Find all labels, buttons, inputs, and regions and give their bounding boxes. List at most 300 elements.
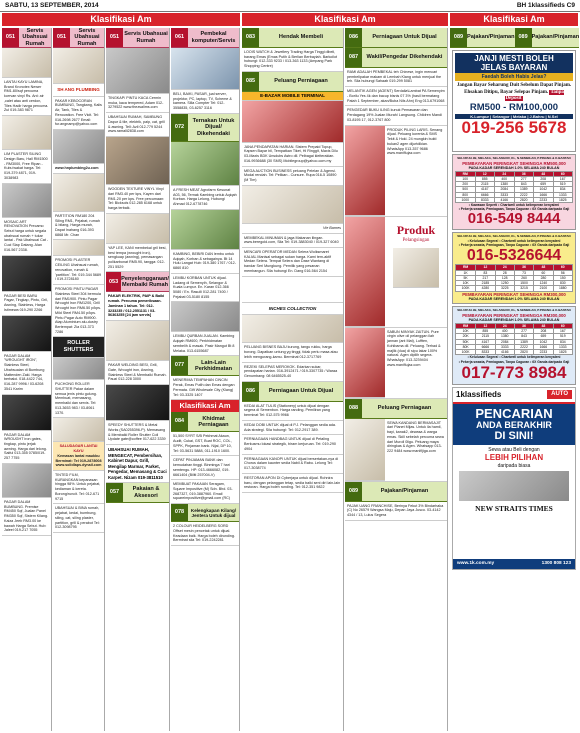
auto-url[interactable]: www.1k.com.my: [457, 560, 495, 566]
auto-tagline: [453, 445, 575, 472]
table-cell: 277: [514, 329, 533, 334]
category-name: Pakaian & Aksesori: [132, 486, 160, 499]
table-row: [456, 350, 573, 355]
table-cell: 2820: [514, 197, 534, 202]
table-cell: 4166: [495, 350, 514, 355]
table-cell: 150: [553, 275, 572, 280]
table-cell: 1825: [553, 197, 573, 202]
loan-table-subtitle: PADA KADAR SERENDAH 1.0% SELAMA 240 BULAN: [468, 166, 560, 171]
loan-table-note-2: • Pekerja swasta, Pemiagaan, Tanpa Caguran • 6X Ganda daripada Gaji: [458, 243, 570, 248]
auto-headline: [453, 404, 575, 445]
auto-footer: [453, 559, 575, 569]
roller-banner: ROLLER SHUTTERS: [53, 337, 104, 358]
category-name: Lain-Lain Perkhidmatan: [195, 359, 232, 372]
classified-ad: KEDAI DOBI UNTUK dijual di P.J. Pelanggan sedia ada. Ada strategi. Sila hubungi: Tel: 012-2917 389.: [242, 421, 343, 435]
classified-ad: A FRESH MEAT Agrofarm Kesunat A03, 56, Ternak Kambing untuk Aqiqah Korban. Harga Lelong, Hubungi Ahmad 012-6778746: [171, 186, 239, 210]
auto-headline-3: DI SINI!: [494, 429, 534, 442]
table-row: [456, 197, 573, 202]
loan-table: [455, 323, 573, 356]
category-name: Perniagaan Untuk Dijual: [268, 388, 334, 395]
category-number: 078: [171, 504, 188, 521]
category-header: [242, 72, 343, 92]
table-cell: 208: [534, 329, 553, 334]
table-cell: 2233: [534, 197, 554, 202]
loan-table-ad-1: [452, 154, 576, 230]
loan-table-areas: SELURUH JB, MELAKA, SELANGOR, KL, N.SEMBILAN, P.PINANG & K.BANTAN: [457, 156, 571, 160]
category-header: [106, 272, 169, 292]
category-header: [242, 382, 343, 402]
classified-ad: PERNIAGAAN KANOPI UNTUK dijual bersertakan-nya di Chorus dalam kaunter sedia Nabil & Rabu. Lelong Tel: 017-3038774: [242, 455, 343, 474]
category-number: 061: [171, 28, 188, 47]
loan-table-note-2: • Pekerja swasta, Pemiagaan, Tanpa Caguran • 6X Ganda daripada Gaji: [458, 207, 570, 212]
classified-ad: PROMOSI PLASTER CEILING Ubahsuai rumah, renovation, rumah & 'partition'. Tel: 019-344 5689 / 019-3728180: [53, 256, 104, 285]
table-cell: 3333: [495, 344, 514, 349]
table-cell: 1880: [553, 286, 572, 291]
category-header: [450, 28, 515, 48]
loan-table-col-header: RM: [456, 171, 476, 176]
classified-ad: MEGA AUCTION BUSINESS peluang Pelelan & Agensi. Modal rendah. Tel: Pelikan - Cursure. Rupa 016-5 10890 (M Tim): [242, 167, 343, 186]
ad-photo: [53, 130, 104, 164]
loan-table-col-header: 48: [534, 171, 554, 176]
ad-row: [345, 217, 447, 328]
loan-table-col-header: 24: [495, 171, 515, 176]
loan-table-col-header: 60: [553, 265, 572, 270]
column-4: [171, 28, 240, 731]
loan-table: [455, 264, 573, 291]
ad-photo: [171, 142, 239, 186]
loan-table-col-header: 12: [476, 265, 495, 270]
brand-logo: 1klassifieds: [456, 389, 502, 399]
promo-banner: E-BAZAR MOBILE TERMINAL: [242, 92, 343, 101]
loan-ad-line-1: Jangan Bayar Seharung Duit Sebelum Dapat Pinjam.: [456, 83, 572, 89]
category-name: Ternakan Untuk Dijual/ Dikehendaki: [192, 118, 235, 137]
table-cell: 519: [553, 334, 572, 339]
table-cell: 1042: [534, 187, 554, 192]
table-cell: 2222: [514, 192, 534, 197]
table-cell: 400: [495, 176, 515, 181]
loan-table-title: PEMBAYARAN PERINGKAT SEHINGGA RM300,000: [462, 291, 566, 297]
classified-ad: 51,500 SYRT S/B Pekhmat Akaun, Audit, Cukai, GST, Buat ROC, COL, SPPK, Pinjaman bank. Nijal, DP 10, Tel: 03-5631 5888, 011-1910 1600.: [171, 432, 239, 456]
classified-ad: KAMBING, BEBIRI DAN lembu untuk Aqiqah, Korban & sebagainya. Bt 14 Hulu Langat Hub: 019-380 1767 / 012-6860 810: [171, 250, 239, 274]
ad-photo: [2, 395, 51, 431]
classified-ad: LIM PLASTER SILING Design Baru, Hall RM1500 - RM3000, Free Ripan - Kubu'wakat harga. Tel: 019-379 4871, 019-3038983: [2, 150, 51, 183]
table-cell: 2084: [495, 339, 514, 344]
table-cell: 834: [553, 187, 573, 192]
table-cell: 1240: [534, 281, 553, 286]
table-cell: 260: [514, 275, 533, 280]
loan-table-col-header: RM: [456, 265, 476, 270]
classified-ad: PAJAK UANG FRANCHISE, Berinya Fekut 3% Bindarhaka (C) No 26579 Wangsa Maju, Depan Jaya Jusco. 03-4142 4344 / 13, Lulus Segera: [345, 502, 447, 521]
produk-subtitle: Pelangsingan: [402, 237, 430, 243]
category-header: [2, 28, 51, 48]
category-row: [450, 28, 578, 48]
table-cell: 277: [514, 176, 534, 181]
ad-photo: [53, 418, 104, 442]
table-cell: 73: [514, 270, 533, 275]
classified-ad: 2 COLOUR HEIDELBERG SORD Offset mesin pencetak untuk dijual. Keadaan baik. Harga boleh dirunding. Berminat sila Tel: 019-2242281: [171, 522, 239, 546]
table-cell: 1380: [495, 182, 515, 187]
section-band-3: Klasifikasi Am: [450, 13, 578, 26]
classified-ad: PUCHONG ROLLER SHUTTER Pakar dalam semua jenis pintu gulung. Membuat, memasang, membaiki dan servis. Tel: 013-3653 983 / 03-8061 1370.: [53, 380, 104, 418]
nst-logo: NEW STRAITS TIMES: [475, 504, 553, 514]
ad-photo: [242, 101, 343, 143]
ad-photo: [345, 126, 385, 216]
table-cell: 834: [553, 339, 572, 344]
table-cell: 10K: [456, 329, 476, 334]
classified-ad: LEMBU KORBAN UNTUK dijual. Ladang di Semenyih, Selangor & Kuala Lumpur. En. Karan 012-366 5080 / En. Rasulli 012-281 7400 / Pejabat 03-5180 8155: [171, 274, 239, 303]
category-number: 089: [345, 482, 362, 501]
category-name: Pajakan/Pinjaman: [531, 34, 580, 41]
category-header: [106, 483, 169, 503]
table-cell: 2820: [514, 350, 533, 355]
table-cell: 855: [476, 329, 495, 334]
loan-table-subtitle: PADA KADAR SERENDAH 1.0% SELAMA 240 BULAN: [468, 296, 560, 301]
loan-table-areas: SELURUH JB, MELAKA, SELANGOR, KL, N.SEMBILAN, P.PINANG & K.BANTAN: [457, 308, 571, 313]
section-band-2: Klasifikasi Am: [242, 13, 448, 26]
ad-photo: [53, 174, 104, 212]
loan-ad-title-2: JELAS BAYARAN: [480, 63, 548, 72]
table-cell: 60: [534, 270, 553, 275]
page-date: SABTU, 13 SEPTEMBER, 2014: [5, 2, 99, 9]
ad-photo: [53, 240, 104, 256]
classified-ad: PENGEDAR BUKU ILING kunuk Pemasaran dan Perdagang 19% Jualan Murah/ Langsung. Children Mandi 03-8195 17, 012-3767 800: [345, 106, 447, 125]
auto-tag: AUTO: [547, 390, 572, 400]
ad-photo: [53, 48, 104, 84]
table-cell: 2185: [476, 281, 495, 286]
loan-table-col-header: 36: [514, 171, 534, 176]
product-photo: [393, 248, 439, 288]
category-name: Servis Ubahsuai Rumah: [74, 28, 100, 47]
table-cell: 167: [553, 329, 572, 334]
category-number: 088: [345, 399, 362, 418]
loan-table-note: • Kelulusan Segera! • Chartwell untuk kelimperan kenyaleni: [467, 355, 561, 360]
category-number: 086: [345, 28, 362, 47]
table-cell: 2222: [514, 344, 533, 349]
loan-ad-phone: 019-256 5678: [461, 117, 567, 137]
page-section: BH 1klassifieds C9: [516, 2, 575, 9]
table-cell: 3215: [514, 286, 533, 291]
loan-ad-1: [452, 50, 576, 152]
loan-table-phone: 016-549 8444: [467, 210, 561, 228]
loan-table-col-header: 36: [514, 323, 533, 328]
table-cell: 1042: [534, 339, 553, 344]
category-header: [345, 399, 447, 419]
category-number: 085: [242, 72, 259, 91]
column-5: [242, 28, 344, 731]
ad-photo: [242, 315, 343, 343]
table-cell: 100K: [456, 350, 476, 355]
table-cell: 10K: [456, 281, 476, 286]
table-cell: 1333: [553, 192, 573, 197]
table-cell: 400: [495, 329, 514, 334]
table-cell: 80K: [456, 344, 476, 349]
car-photo: [459, 471, 569, 501]
classified-ad: TINTED FILM, KURANGKAN kepanasan hingga 98%. Untuk pejabat, kediaman & kereta. Borong/runcit. Tel: 012-671 9715: [53, 471, 104, 504]
category-header: [106, 28, 169, 48]
loan-table-col-header: 48: [534, 265, 553, 270]
category-header: [345, 48, 447, 68]
classified-ad: UBAHSUAI & BINA rumah, pejabat, kedai, bumbung, siling, cat, siling plaster, partition, grill & perabot Tel: 012-3098795: [53, 504, 104, 533]
classified-ad: UBAHSUAI RUMAH, MENGECAT, Pembersihan, Kabinet Dapur, Grill, Mengilap Marmar, Parket, Pengedar, Memasang & Cuci Karpet. Nizam 019-3811510: [106, 445, 169, 483]
classified-ad: MELANTIK AGEN (AGENT) Serdalia\Lambat PA Semenyim - Borilu Yes 4k dan bacup bisnis 07 3% (hasil bermatang Patah 1 September, akan/Buba Nils Ahn) Eng 013-6791068: [345, 87, 447, 106]
table-cell: 1389: [514, 339, 533, 344]
ad-url: www.hnplumbing2u.com: [53, 164, 104, 174]
loan-table-note: • Kawasan Seperti • Chartwell untuk kelimperan kenyaleni: [468, 203, 560, 208]
classified-ad: BELI, BAIKI, PASAR, jual server, projektor, PC, laptop, TV, Scheme & kamera. Silla Compter Tel: 012-3558835, 03-6257 3116: [171, 90, 239, 114]
loan-table-ad-3: [452, 306, 576, 384]
table-cell: 4167: [476, 339, 495, 344]
loan-table-note: • Kelulusan Segera! • Chartwell untuk kelimperan kenyaleni: [467, 239, 561, 244]
loan-table-col-header: 48: [534, 323, 553, 328]
loan-ad-subtitle: Faedah Boleh Habis Jelas?: [455, 73, 573, 81]
category-name: Wakil/Pengedar Dikehendaki: [366, 54, 443, 61]
loan-ad-line-2-text: Ehsakan Ditipu, Bayar Selepas Pinjam.: [464, 89, 549, 95]
table-cell: 4280: [476, 286, 495, 291]
table-cell: 128: [495, 275, 514, 280]
loan-table-title: PEMBAYARAN PERINGKAT SEHINGGA RM500,000: [462, 160, 566, 166]
category-header: [171, 28, 239, 48]
loan-table-subtitle: PADA KADAR SERENDAH 1.0% SELAMA 240 BULAN: [468, 318, 560, 323]
table-cell: 800: [456, 192, 476, 197]
section-band: Klasifikasi Am: [171, 400, 239, 412]
table-cell: 5K: [456, 275, 476, 280]
category-number: 057: [106, 483, 123, 502]
table-cell: 8333: [476, 350, 495, 355]
table-cell: 280: [534, 275, 553, 280]
loan-table-col-header: 12: [475, 171, 495, 176]
classified-ad: CEPAT PINJAMAN BANK dan kemudahan tinggi. Binminga 7 hari semtengu. HP: 013-4666082, 019-6661404 (Biliti 257004-V): [171, 456, 239, 480]
classified-ad: MEMBEKAL MINUMAN & jaga Makanan lilngan. www.beregold.com, Sila Tel: 019-3883040 / 019-327 6040: [242, 234, 343, 248]
table-row: [456, 286, 573, 291]
table-cell: 4166: [495, 197, 515, 202]
loan-ad-title-1: JANJI MESTI BOLEH: [474, 54, 554, 63]
category-number: 089: [515, 28, 532, 47]
loan-table-areas: SELURUH JB, MELAKA, SELANGOR, KL, N.SEMBILAN, P.PINANG & K.BANTAN: [457, 234, 571, 239]
classified-ad: RAMI ADALAH PEMBEKAL teh Chinese, ingin mencari pembelipakar makam di Lembah Klang untuk menjual the teh. Sila hubungi Sahaab 019-299 5081: [345, 68, 447, 87]
table-cell: 830: [553, 281, 572, 286]
ad-photo: [345, 328, 385, 398]
auto-tagline-1: Sewa atau Beli dengan: [488, 446, 540, 453]
table-cell: 208: [534, 176, 554, 181]
category-header: [515, 28, 580, 48]
loan-ad-areas: K.Lumpur | Selangor | Melaka | J.Bahru | N.Sel: [455, 114, 573, 119]
table-cell: 20K: [456, 334, 476, 339]
photo-caption: Vie Barnes: [242, 224, 343, 234]
loan-table-col-header: 36: [514, 265, 533, 270]
produk-ad: [385, 217, 447, 327]
classified-ad: LEMBU QURBAN JUALAN. Kambing Aqiqah RM600, Perkhidmatan sembelih & masak. Pasir Mangut Bt 8 Melaka. 013-6155687: [171, 332, 239, 356]
category-number: 053: [106, 272, 121, 291]
loan-ad-range: RM500 - RM100,000: [469, 102, 559, 113]
ad-photo: [345, 217, 385, 327]
classified-ad: PROMOSI PINTU PAGAR Stainless Steel 304 bermula dari RM1900. Pintu Pagar Wrought Iron RM1200, Grill Wrought Iron RM6.50 p/kps. Mild Steel RM4.50 p/kps. Pintu Pagar Auto RM900. Atap Aluminium alu-dustry Bertempat: Zia 013-373 7286: [53, 285, 104, 337]
feature-ad-title: SALUDAGAR LANTAI KAYU: [59, 444, 98, 454]
category-header: [171, 114, 239, 142]
category-name: Hendak Membeli: [278, 34, 324, 41]
table-cell: 1250: [495, 281, 514, 286]
ad-photo: [106, 137, 169, 185]
table-cell: 1333: [553, 344, 572, 349]
loan-table-ad-2: [452, 232, 576, 304]
category-name: Peluang Perniagaan: [274, 78, 328, 85]
ad-photo: [2, 256, 51, 292]
classified-ad: TINGKAP/ PINTU KACA Cermin muka, kaca tempered, Adam 012-3279522 www.thezsalims.com: [106, 94, 169, 113]
table-cell: 3225: [495, 286, 514, 291]
brand-name: INCHES COLLECTION: [242, 303, 343, 316]
classified-ad: PAKAR WELDING BESI, Grill, Gate, Wrought iron, Awning, Stainless Steel & Membaiki Rumah. Pauzi 012-228 3000: [106, 361, 169, 385]
category-header: [345, 28, 447, 48]
table-cell: 1K: [456, 270, 476, 275]
auto-ad: [452, 387, 576, 570]
category-header: [53, 28, 104, 48]
brand-name: SH ANG PLUMBING: [53, 84, 104, 97]
category-header: [242, 28, 343, 48]
category-number: 084: [171, 412, 188, 431]
classified-ad: PAKAR KEBOCORAN BUMBUNG, Tangkang, Kalis Air, Tank, Tiles & Renovation. Free Vicit. Tel: 016-2698 2677 Email: fur.angnamp@yahoo.com: [53, 97, 104, 130]
classified-ad: MENCARI OPERATOR MEDAN Selera Wolksmaret KALIAL Manisal sebagai sukan harga. Kami tem-aktif Medan Selera. Tempat Selera dan Dase Wantang di bandar Seri Mungkung. Pemilik yang pesanan membangun. Sila hubungi En. Dang 016-564 2154: [242, 248, 343, 277]
loan-ad-headline: [455, 53, 573, 73]
ad-row: [345, 419, 447, 482]
table-cell: 659: [534, 182, 554, 187]
produk-title: Produk: [396, 222, 436, 237]
classified-ad: MEMBUAT PAKAIAN Seragam, Square Impositive (M) Sdn. Bhd. 03-2687327, 019-3887960. Email squareimpositive@gmail.com (RC): [171, 480, 239, 504]
ad-photo: [106, 385, 169, 421]
loan-ad-line-2: [455, 90, 573, 103]
classified-ad: RESTORAN APON DI Cyberjaya untuk dijual. Rohnira baru, dengan pelanggan tetap, sedia baiki seni diri lain-lain restoran. Harga boleh runding. Tel: 012-351 9822: [242, 474, 343, 493]
category-name: Servis Ubahsuai Rumah: [124, 31, 168, 44]
loan-table-title: PEMBAYARAN PERINGKAT SEHINGGA RM300,000: [462, 313, 566, 319]
table-cell: 1000: [456, 197, 476, 202]
classified-ad: PAGAR DALAM BUMBUNG. Premise RM450 Sqf, Jualan Panel RM350 Sqf, Sistem Kilang. Kaiza Jeeb RM3.00 ke bawah Harga Sebut. Hub: Jaleel 019-217 7055: [2, 498, 51, 536]
classified-ad: PAKAR ELEKTRIK, PAIP & Baiki rumah. Percuma pemeriksaan. Jaminan 1 tahun. Tel: 012-3233235 / 012-2551131 / 03-56363255 [24 jam servis]: [106, 292, 169, 321]
category-number: 072: [171, 114, 188, 141]
classified-ad: REZEKI SELEPAS MEROKOK. Edarkan sukar, pendapatan harian. 016-3912471 / 019-3307735 / Waraa Genumbang: 08 6465525-40: [242, 363, 343, 382]
auto-tagline-2: LEBIH PILIHAN: [484, 452, 544, 462]
table-cell: 2115: [475, 182, 495, 187]
category-name: Perniagaan Untuk Dijual: [372, 34, 437, 41]
auto-ad-header: [453, 388, 575, 404]
table-cell: 8333: [475, 197, 495, 202]
ad-photo: [53, 358, 104, 380]
table-cell: 4167: [475, 187, 495, 192]
classified-ad: PAGAR BESI BARU Pagar, Tingkap, Pintu, Gril, Awning, Stainless, Harga Istimewa 019-290 2266: [2, 292, 51, 316]
table-cell: 843: [514, 182, 534, 187]
feature-ad-phone: Berminat: Tel 019-2878008: [55, 458, 102, 463]
column-2: [53, 28, 105, 731]
category-header: [171, 504, 239, 522]
table-cell: 843: [514, 334, 533, 339]
table-cell: 2115: [476, 334, 495, 339]
category-number: 089: [450, 28, 467, 47]
column-1: [2, 28, 52, 731]
loan-table-col-header: 60: [553, 171, 573, 176]
table-cell: 3333: [495, 192, 515, 197]
auto-headline-2: ANDA BERAKHIR: [476, 419, 552, 430]
section-band-1: Klasifikasi Am: [2, 13, 240, 26]
column-3: [106, 28, 170, 731]
table-cell: 1825: [553, 350, 572, 355]
feature-ad: [53, 442, 104, 471]
table-cell: 1666: [534, 192, 554, 197]
column-6: [345, 28, 448, 731]
category-name: Peluang Perniagaan: [377, 405, 432, 412]
category-header: [171, 412, 239, 432]
classified-ad: KEDAI ALAT TULIS (Stationery) untuk dijual dengan segera di Semenbon. Harga randing. Pemiliran yang berminat Tel: 012-575 9966: [242, 402, 343, 421]
classified-ad: WOODEN TEXTURE VINYL Vinyl dari RM3.40 per kps, Kayen dari RM1.20 per kps. Free percumaan: Tel: Bicksols 012-285 6168 untuk harga terbaik.: [106, 185, 169, 214]
category-name: Khidmat Perniagaan: [198, 415, 229, 428]
loan-table-col-header: 24: [495, 265, 514, 270]
loan-table: [455, 171, 573, 204]
ad-photo: [2, 184, 51, 218]
classified-ad: LOOIS WATCH & Jewellery Trading Harga Tinggi dibeli, barang Emas (Emas Putih & Berlian Berbayiah. Barkoilot hubungi: 012-333 9233 / 013-363 1133 (Ampang Park Shopping Centre): [242, 48, 343, 72]
category-number: 086: [242, 382, 259, 401]
classified-ad: PAGAR DALAM "WROUGHT IRON", Stainless Steel, Ubahsuaian di Bumbung Mattenden Zaki. Harga berbaloi. 018-4422 744, 016-287 9996 / 03-6208 3541 Karim: [2, 352, 51, 395]
loan-table-col-header: RM: [456, 323, 476, 328]
category-name: Kelengkapan Kilang/ Jentera Untuk dijual: [190, 507, 237, 518]
loan-table-col-header: 12: [476, 323, 495, 328]
table-cell: 83: [476, 270, 495, 275]
loan-table-phone: 017-773 8984: [461, 362, 567, 382]
ad-photo: [242, 186, 343, 224]
table-cell: 659: [534, 334, 553, 339]
column-7: [450, 28, 578, 731]
category-number: 051: [2, 28, 19, 47]
ad-photo: [2, 464, 51, 498]
category-name: Pajakan/Pinjaman: [467, 34, 515, 41]
category-number: 051: [53, 28, 70, 47]
classified-ad: SABUN MINYAK ZAITUN. Pure virgin olive oil pelanggan ilah jannan (ant Mat), Lufften, Kohibama dll. Peluang. Terhad & majlik (dua) di sipu lakar 100% natural. Agen dipilih segera. WhatsApp: 013-3239404 www.maniflujaz.com: [387, 329, 441, 367]
classified-ad: MOSAIC ART RENOVATION Precamo Sebut harga untuk segala ubahsuai rumah + tukar lantai - Pak Ubahsuai Cat - Cuci Siap Datang. Alan 016-567 2338.: [2, 218, 51, 256]
table-cell: 2100: [534, 286, 553, 291]
category-name: Pembekal komputer/Servis: [191, 31, 236, 44]
classified-ad: YAP LEE, KANI membekal gril besi, besi tempa (wrought iron), sengkuap (awning), pemasangan polikarbonat RM5.90, tangga: 012-251 5529: [106, 244, 169, 273]
category-name: Servis Ubahsuai Rumah: [22, 28, 48, 47]
feature-ad-line: Kemasan lantai maukbu: [57, 453, 100, 458]
classified-ad: PRODUK PILING LARIS. Senang dijual. Peluang korenta & SMS Tekit & Hoki. 24 mungkin bukti bukan2 agen dijurtdikian. WhatsApp 013-357 9686 www.maniflujaz.com: [387, 127, 443, 156]
category-header: [345, 482, 447, 502]
loan-ad-no-deposit: Tanpa Deposit: [505, 89, 564, 101]
table-cell: 519: [553, 182, 573, 187]
table-cell: 1500: [514, 281, 533, 286]
ad-photo: [106, 321, 169, 361]
ad-photo: [106, 48, 169, 94]
classified-ad: PARTITION RM180 204 Siling RM1, Pejabat, rumah & bilang, Harga murah, Dapat Inahang 016-393 6868 Mr. Chan: [53, 212, 104, 241]
classified-ad: MENERIMA TEMPAHAN CINCIN Perak, Emas Putih dan Emas dengan Permata. Gift Wholesale City (Klang) Tel: 03-3325 1407: [171, 376, 239, 400]
loan-table-phone: 016-5326644: [466, 247, 562, 265]
ad-photo: [171, 48, 239, 90]
classified-ad: SPEEDY SHUTTERS & Metal Works (SA0255396-P). Memasang & Membaiki Roller Shutter Coil Update gate@coffee 017-622 3339: [106, 421, 169, 445]
auto-headline-1: PENCARIAN: [475, 405, 553, 421]
ad-photo: [242, 277, 343, 303]
table-cell: 200: [456, 182, 476, 187]
classified-ad: UBAHSUAI RUMAH, SAMBUNG Dapur & tile, elektrik, paip, cat, grill & awning. Tell: Azli 012-779 5244 www.ramalli2838.com: [106, 113, 169, 137]
loan-table-col-header: 24: [495, 323, 514, 328]
classified-ad: LANTAI KAYU LAMINA, Brand Kronotex Newer RM1.80/sqf percuma korrvan vinyl Rs. Ant: air ,calet atau anti cerdon, Tiles Hadir harga percuma. Zul 019-383 9871: [2, 78, 51, 116]
ad-photo: [2, 316, 51, 352]
table-cell: 1380: [495, 334, 514, 339]
table-cell: 28: [495, 270, 514, 275]
table-cell: 2233: [534, 350, 553, 355]
classified-ad: JANA PENDAPATAN HARIAN. Sistem Prepaid Topup, Kapsen Bayar bil, Tempatkan Tiket, Hi Ringgit, Maxis Dilu 03-Maxis BDK Unsdubs Astro dll. Pelbagai kleiterakian. 016-9936688 (30 SMS) Mobilegroup@yahoo.com.my: [242, 143, 343, 167]
classified-ad: PELUANG BISNES BAJU kurung, tangu rukku, harga borong. Dapatkan untung yg tinggi, tidak perlu masa atau lebih mengurang-kamu. Berminat 012-3717769: [242, 343, 343, 362]
feature-ad-url: www.solidlaps.dynail.com: [55, 463, 102, 468]
ad-photo: [345, 419, 385, 481]
table-cell: 1389: [514, 187, 534, 192]
category-header: [171, 356, 239, 376]
ad-row: [345, 126, 447, 217]
auto-tagline-3: daripada biasa: [497, 462, 531, 469]
table-cell: 6666: [476, 344, 495, 349]
